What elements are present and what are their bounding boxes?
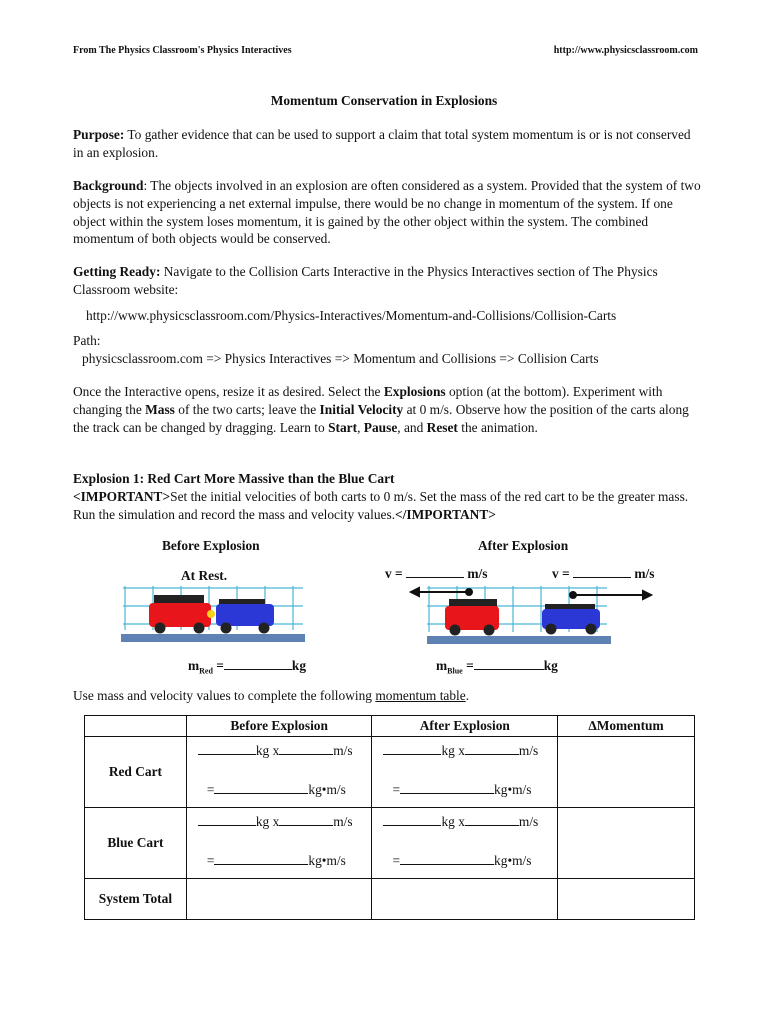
m-s: m/s bbox=[518, 743, 539, 758]
kg-unit: kg bbox=[291, 658, 307, 673]
before-explosion-label: Before Explosion bbox=[162, 538, 260, 553]
total-before-cell[interactable] bbox=[186, 879, 372, 920]
important-text: Set the initial velocities of both carts to 0 m/s. Set the mass of the red cart to be the greater mass. Run the simulation and record the mass and velocity values. bbox=[73, 489, 689, 522]
table-intro-text: Use mass and velocity values to complete the following bbox=[73, 688, 376, 703]
kgms: kg•m/s bbox=[308, 853, 346, 868]
instructions-paragraph bbox=[73, 383, 701, 436]
v-label: v = bbox=[385, 566, 407, 581]
eq: = bbox=[206, 782, 215, 797]
blue-velocity-arrow bbox=[570, 591, 651, 599]
red-delta-cell[interactable] bbox=[558, 737, 695, 808]
eq: = bbox=[392, 782, 401, 797]
red-before-cell[interactable] bbox=[186, 737, 372, 808]
eq: = bbox=[392, 853, 401, 868]
header-url: http://www.physicsclassroom.com bbox=[553, 45, 698, 56]
purpose-label: Purpose: bbox=[73, 127, 125, 142]
navigation-path: physicsclassroom.com => Physics Interactives => Momentum and Collisions => Collision Carts bbox=[82, 351, 599, 366]
important-close-tag: </IMPORTANT> bbox=[395, 506, 496, 522]
header-source: From The Physics Classroom's Physics Interactives bbox=[73, 45, 292, 56]
getting-ready-paragraph bbox=[73, 263, 701, 299]
table-row bbox=[85, 808, 695, 879]
m-s: m/s bbox=[333, 743, 353, 758]
purpose-text: To gather evidence that can be used to support a claim that total system momentum is or is not conserved in an explosion. bbox=[73, 127, 691, 160]
red-subscript: Red bbox=[199, 666, 213, 676]
table-header-before: Before Explosion bbox=[186, 716, 372, 737]
red-mass-label bbox=[188, 657, 306, 676]
blue-after-cell[interactable] bbox=[372, 808, 558, 879]
blue-velocity-label bbox=[552, 565, 654, 582]
momentum-table bbox=[84, 715, 695, 920]
background-paragraph bbox=[73, 177, 701, 248]
unit-label: m/s bbox=[464, 566, 488, 581]
at-rest-label: At Rest. bbox=[181, 568, 228, 583]
red-velocity-label bbox=[385, 565, 487, 582]
row-label-system-total: System Total bbox=[85, 879, 187, 920]
mass-blank bbox=[224, 657, 292, 670]
velocity-blank bbox=[406, 565, 464, 578]
initial-velocity-text: Initial Velocity bbox=[319, 401, 404, 417]
before-explosion-diagram bbox=[121, 584, 305, 644]
table-header-empty bbox=[85, 716, 187, 737]
explosion-1-heading: Explosion 1: Red Cart More Massive than the Blue Cart bbox=[73, 471, 395, 486]
important-open-tag: <IMPORTANT> bbox=[73, 489, 171, 504]
blue-subscript: Blue bbox=[447, 666, 463, 676]
table-header-delta: ∆Momentum bbox=[558, 716, 695, 737]
getting-ready-text: Navigate to the Collision Carts Interactive in the Physics Interactives section of The Physics Classroom website: bbox=[73, 264, 658, 297]
red-after-cell[interactable] bbox=[372, 737, 558, 808]
interactive-url[interactable]: http://www.physicsclassroom.com/Physics-Interactives/Momentum-and-Collisions/Collision-Carts bbox=[86, 308, 617, 323]
instructions-text: at 0 m/s. Observe how the position of the carts along the track can be changed by dragging. Learn to bbox=[73, 401, 689, 435]
momentum-table-link: momentum table bbox=[375, 688, 466, 703]
track bbox=[427, 636, 611, 644]
important-paragraph bbox=[73, 488, 701, 524]
eq: = bbox=[206, 853, 215, 868]
after-explosion-label: After Explosion bbox=[478, 538, 569, 553]
red-cart bbox=[149, 595, 211, 634]
row-label-red-cart: Red Cart bbox=[85, 737, 187, 808]
v-label: v = bbox=[552, 566, 574, 581]
blue-delta-cell[interactable] bbox=[558, 808, 695, 879]
table-row bbox=[85, 737, 695, 808]
m-symbol: m bbox=[436, 658, 448, 673]
background-text: : The objects involved in an explosion are often considered as a system. Provided that the system of two objects is not experiencing a net external impulse, there would be no change in momentum of the system. If one object within the system loses momentum, it is gained by the other object within the system. The combined momentum of both objects would be conserved. bbox=[73, 178, 701, 247]
pause-text: Pause bbox=[363, 419, 398, 435]
kg-x: kg x bbox=[255, 814, 280, 829]
instructions-text: Once the Interactive opens, resize it as desired. Select the bbox=[73, 384, 384, 399]
instructions-text: of the two carts; leave the bbox=[174, 401, 320, 417]
total-after-cell[interactable] bbox=[372, 879, 558, 920]
m-s: m/s bbox=[333, 814, 353, 829]
unit-label: m/s bbox=[631, 566, 655, 581]
track bbox=[121, 634, 305, 642]
table-intro bbox=[73, 688, 469, 704]
row-label-blue-cart: Blue Cart bbox=[85, 808, 187, 879]
instructions-text: the animation. bbox=[457, 419, 538, 435]
instructions-text: , and bbox=[397, 419, 427, 435]
total-delta-cell[interactable] bbox=[558, 879, 695, 920]
path-label: Path: bbox=[73, 333, 101, 348]
start-text: Start bbox=[328, 419, 358, 435]
blue-before-cell[interactable] bbox=[186, 808, 372, 879]
page-title: Momentum Conservation in Explosions bbox=[270, 93, 498, 108]
table-row bbox=[85, 879, 695, 920]
mass-blank bbox=[474, 657, 544, 670]
kg-x: kg x bbox=[441, 814, 465, 829]
blue-cart bbox=[216, 599, 274, 634]
table-header-after: After Explosion bbox=[372, 716, 558, 737]
kg-x: kg x bbox=[255, 743, 280, 758]
after-explosion-diagram bbox=[405, 584, 657, 646]
mass-text: Mass bbox=[145, 401, 175, 417]
kgms: kg•m/s bbox=[494, 853, 532, 868]
velocity-blank bbox=[573, 565, 631, 578]
equals-sign: = bbox=[212, 658, 224, 673]
blue-mass-label bbox=[436, 657, 558, 676]
explosions-option-text: Explosions bbox=[383, 384, 446, 399]
table-header-row bbox=[85, 716, 695, 737]
table-intro-period: . bbox=[465, 688, 470, 703]
kgms: kg•m/s bbox=[308, 782, 346, 797]
kg-unit: kg bbox=[543, 658, 558, 673]
equals-sign: = bbox=[462, 658, 474, 673]
instructions-text: , bbox=[357, 419, 364, 435]
red-velocity-arrow bbox=[411, 588, 472, 596]
purpose-paragraph bbox=[73, 126, 701, 162]
getting-ready-label: Getting Ready: bbox=[73, 264, 161, 279]
reset-text: Reset bbox=[426, 419, 458, 435]
background-label: Background bbox=[73, 178, 144, 193]
blue-cart bbox=[542, 604, 600, 635]
kg-x: kg x bbox=[441, 743, 465, 758]
instructions-text: option (at the bottom). Experiment with changing the bbox=[73, 384, 663, 417]
red-cart bbox=[445, 599, 499, 636]
m-symbol: m bbox=[188, 658, 200, 673]
m-s: m/s bbox=[518, 814, 539, 829]
explosion-star bbox=[207, 610, 215, 618]
kgms: kg•m/s bbox=[494, 782, 532, 797]
